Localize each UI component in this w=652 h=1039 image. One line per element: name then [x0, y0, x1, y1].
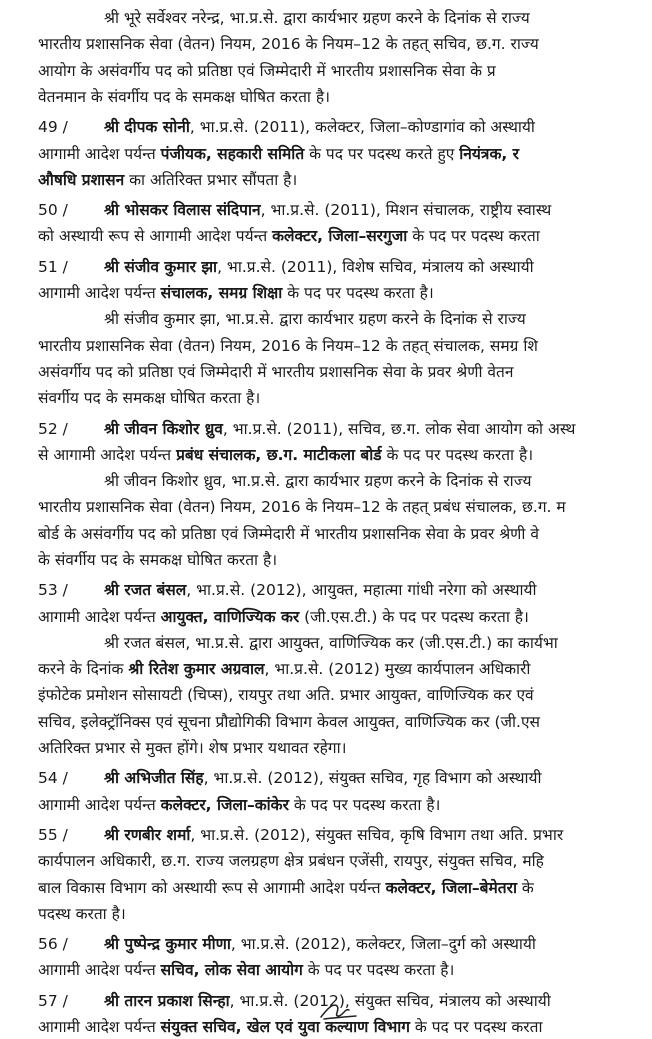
- document-line: [0, 657, 652, 681]
- document-line: [0, 334, 652, 358]
- document-line: [0, 605, 652, 629]
- body-text: , भा.प्र.से. (2011), विशेष सचिव, मंत्रालय को अस्थायी: [217, 258, 534, 276]
- body-text: आगामी आदेश पर्यन्त: [38, 145, 161, 163]
- document-line: [0, 469, 652, 493]
- document-line: [0, 683, 652, 707]
- body-text: के पद पर पदस्थ करता है।: [381, 446, 534, 464]
- body-text: श्री रजत बंसल, भा.प्र.से. द्वारा आयुक्त, वाणिज्यिक कर (जी.एस.टी.) का कार्यभा: [104, 634, 558, 652]
- document-line: [0, 443, 652, 467]
- body-text: से आगामी आदेश पर्यन्त: [38, 446, 177, 464]
- body-text: बोर्ड के असंवर्गीय पद को प्रतिष्ठा एवं जिम्मेदारी में भारतीय प्रशासनिक सेवा के प्रवर श्रेणी वे: [38, 525, 539, 543]
- emphasis-text: श्री अभिजीत सिंह: [104, 769, 204, 787]
- document-line: [0, 631, 652, 655]
- item-number: 51 /: [38, 258, 68, 276]
- body-text: भारतीय प्रशासनिक सेवा (वेतन) नियम, 2016 के नियम–12 के तहत् प्रबंध संचालक, छ.ग. म: [38, 498, 566, 516]
- body-text: के पद पर पदस्थ करते हुए: [304, 145, 460, 163]
- document-line: [0, 902, 652, 926]
- body-text: आगामी आदेश पर्यन्त: [38, 284, 161, 302]
- item-number: 49 /: [38, 118, 68, 136]
- emphasis-text: औषधि प्रशासन: [38, 171, 125, 189]
- emphasis-text: श्री जीवन किशोर ध्रुव: [104, 420, 223, 438]
- body-text: , भा.प्र.से. (2011), मिशन संचालक, राष्ट्रीय स्वास्थ: [260, 201, 552, 219]
- item-number: 53 /: [38, 581, 68, 599]
- document-line: [0, 548, 652, 572]
- body-text: करने के दिनांक: [38, 660, 129, 678]
- emphasis-text: कलेक्टर, जिला–सरगुजा: [272, 227, 408, 245]
- document-line: [0, 59, 652, 83]
- document-line: [0, 360, 652, 384]
- emphasis-text: श्री दीपक सोनी: [104, 118, 190, 136]
- item-number: 55 /: [38, 826, 68, 844]
- emphasis-text: पंजीयक, सहकारी समिति: [160, 145, 305, 163]
- body-text: संवर्गीय पद के समकक्ष घोषित करता है।: [38, 389, 261, 407]
- body-text: के पद पर पदस्थ करता है।: [282, 284, 434, 302]
- body-text: , भा.प्र.से. (2011), कलेक्टर, जिला–कोण्डागांव को अस्थायी: [189, 118, 535, 136]
- item-number: 52 /: [38, 420, 68, 438]
- body-text: आयोग के असंवर्गीय पद को प्रतिष्ठा एवं जिम्मेदारी में भारतीय प्रशासनिक सेवा के प्र: [38, 62, 496, 80]
- body-text: के संवर्गीय पद के समकक्ष घोषित करता है।: [38, 551, 278, 569]
- body-text: को अस्थायी रूप से आगामी आदेश पर्यन्त: [38, 227, 273, 245]
- body-text: के पद पर पदस्थ करता: [409, 1018, 543, 1036]
- emphasis-text: प्रबंध संचालक, छ.ग. माटीकला बोर्ड: [176, 446, 382, 464]
- body-text: आगामी आदेश पर्यन्त: [38, 608, 161, 626]
- body-text: इंफोटेक प्रमोशन सोसायटी (चिप्स), रायपुर तथा अति. प्रभार आयुक्त, वाणिज्यिक कर एवं: [38, 686, 534, 704]
- handwritten-signature-icon: [318, 1000, 358, 1022]
- emphasis-text: सचिव, लोक सेवा आयोग: [160, 961, 303, 979]
- document-line: [0, 849, 652, 873]
- emphasis-text: श्री रितेश कुमार अग्रवाल: [128, 660, 265, 678]
- document-line: [0, 224, 652, 248]
- item-number: 54 /: [38, 769, 68, 787]
- document-line: [0, 495, 652, 519]
- body-text: श्री जीवन किशोर ध्रुव, भा.प्र.से. द्वारा कार्यभार ग्रहण करने के दिनांक से राज्य: [104, 472, 532, 490]
- emphasis-text: श्री रजत बंसल: [104, 581, 187, 599]
- emphasis-text: कलेक्टर, जिला–कांकेर: [160, 796, 289, 814]
- body-text: पदस्थ करता है।: [38, 905, 126, 923]
- document-line: [0, 793, 652, 817]
- body-text: के पद पर पदस्थ करता: [407, 227, 540, 245]
- body-text: श्री संजीव कुमार झा, भा.प्र.से. द्वारा कार्यभार ग्रहण करने के दिनांक से राज्य: [104, 310, 526, 328]
- emphasis-text: संचालक, समग्र शिक्षा: [160, 284, 283, 302]
- document-line: [0, 417, 652, 441]
- body-text: असंवर्गीय पद को प्रतिष्ठा एवं जिम्मेदारी में भारतीय प्रशासनिक सेवा के प्रवर श्रेणी वेतन: [38, 363, 514, 381]
- item-number: 50 /: [38, 201, 68, 219]
- body-text: भारतीय प्रशासनिक सेवा (वेतन) नियम, 2016 के नियम–12 के तहत् सचिव, छ.ग. राज्य: [38, 35, 539, 53]
- body-text: , भा.प्र.से. (2012), संयुक्त सचिव, मंत्रालय को अस्थायी: [229, 992, 551, 1010]
- body-text: , भा.प्र.से. (2011), सचिव, छ.ग. लोक सेवा आयोग को अस्थ: [222, 420, 576, 438]
- document-line: [0, 823, 652, 847]
- document-line: [0, 522, 652, 546]
- document-line: [0, 142, 652, 166]
- emphasis-text: आयुक्त, वाणिज्यिक कर: [160, 608, 300, 626]
- emphasis-text: श्री तारन प्रकाश सिन्हा: [104, 992, 230, 1010]
- item-number: 57 /: [38, 992, 68, 1010]
- body-text: का अतिरिक्त प्रभार सौंपता है।: [124, 171, 298, 189]
- body-text: आगामी आदेश पर्यन्त: [38, 961, 161, 979]
- emphasis-text: नियंत्रक, र: [459, 145, 519, 163]
- document-line: [0, 578, 652, 602]
- document-line: [0, 168, 652, 192]
- body-text: , भा.प्र.से. (2012), कलेक्टर, जिला–दुर्ग को अस्थायी: [230, 935, 536, 953]
- body-text: बाल विकास विभाग को अस्थायी रूप से आगामी आदेश पर्यन्त: [38, 879, 386, 897]
- document-line: [0, 386, 652, 410]
- emphasis-text: संयुक्त सचिव, खेल एवं युवा कल्याण विभाग: [160, 1018, 410, 1036]
- document-line: [0, 85, 652, 109]
- body-text: , भा.प्र.से. (2012), संयुक्त सचिव, कृषि विभाग तथा अति. प्रभार: [190, 826, 564, 844]
- emphasis-text: श्री पुष्पेन्द्र कुमार मीणा: [104, 935, 231, 953]
- document-line: [0, 307, 652, 331]
- document-line: [0, 6, 652, 30]
- body-text: श्री भूरे सर्वेश्वर नरेन्द्र, भा.प्र.से. द्वारा कार्यभार ग्रहण करने के दिनांक से राज्य: [104, 9, 530, 27]
- document-line: [0, 281, 652, 305]
- document-line: [0, 710, 652, 734]
- body-text: कार्यपालन अधिकारी, छ.ग. राज्य जलग्रहण क्षेत्र प्रबंधन एजेंसी, रायपुर, संयुक्त सचिव, महि: [38, 852, 544, 870]
- document-line: [0, 32, 652, 56]
- body-text: वेतनमान के संवर्गीय पद के समकक्ष घोषित करता है।: [38, 88, 330, 106]
- emphasis-text: श्री भोसकर विलास संदिपान: [104, 201, 261, 219]
- emphasis-text: श्री रणबीर शर्मा: [104, 826, 191, 844]
- body-text: (जी.एस.टी.) के पद पर पदस्थ करता है।: [299, 608, 529, 626]
- item-number: 56 /: [38, 935, 68, 953]
- document-line: [0, 932, 652, 956]
- document-line: [0, 736, 652, 760]
- body-text: , भा.प्र.से. (2012), आयुक्त, महात्मा गांधी नरेगा को अस्थायी: [186, 581, 537, 599]
- emphasis-text: श्री संजीव कुमार झा: [104, 258, 218, 276]
- body-text: , भा.प्र.से. (2012) मुख्य कार्यपालन अधिकारी: [264, 660, 531, 678]
- document-line: [0, 255, 652, 279]
- body-text: के: [516, 879, 534, 897]
- document-line: [0, 198, 652, 222]
- body-text: भारतीय प्रशासनिक सेवा (वेतन) नियम, 2016 के नियम–12 के तहत् संचालक, समग्र शि: [38, 337, 538, 355]
- document-line: [0, 115, 652, 139]
- document-line: [0, 958, 652, 982]
- body-text: , भा.प्र.से. (2012), संयुक्त सचिव, गृह विभाग को अस्थायी: [203, 769, 542, 787]
- body-text: के पद पर पदस्थ करता है।: [302, 961, 455, 979]
- document-line: [0, 876, 652, 900]
- body-text: आगामी आदेश पर्यन्त: [38, 796, 161, 814]
- emphasis-text: कलेक्टर, जिला–बेमेतरा: [385, 879, 517, 897]
- body-text: सचिव, इलेक्ट्रॉनिक्स एवं सूचना प्रौद्योगिकी विभाग केवल आयुक्त, वाणिज्यिक कर (जी.एस: [38, 713, 541, 731]
- body-text: आगामी आदेश पर्यन्त: [38, 1018, 161, 1036]
- document-line: [0, 766, 652, 790]
- body-text: के पद पर पदस्थ करता है।: [288, 796, 441, 814]
- body-text: अतिरिक्त प्रभार से मुक्त होंगे। शेष प्रभार यथावत रहेगा।: [38, 739, 347, 757]
